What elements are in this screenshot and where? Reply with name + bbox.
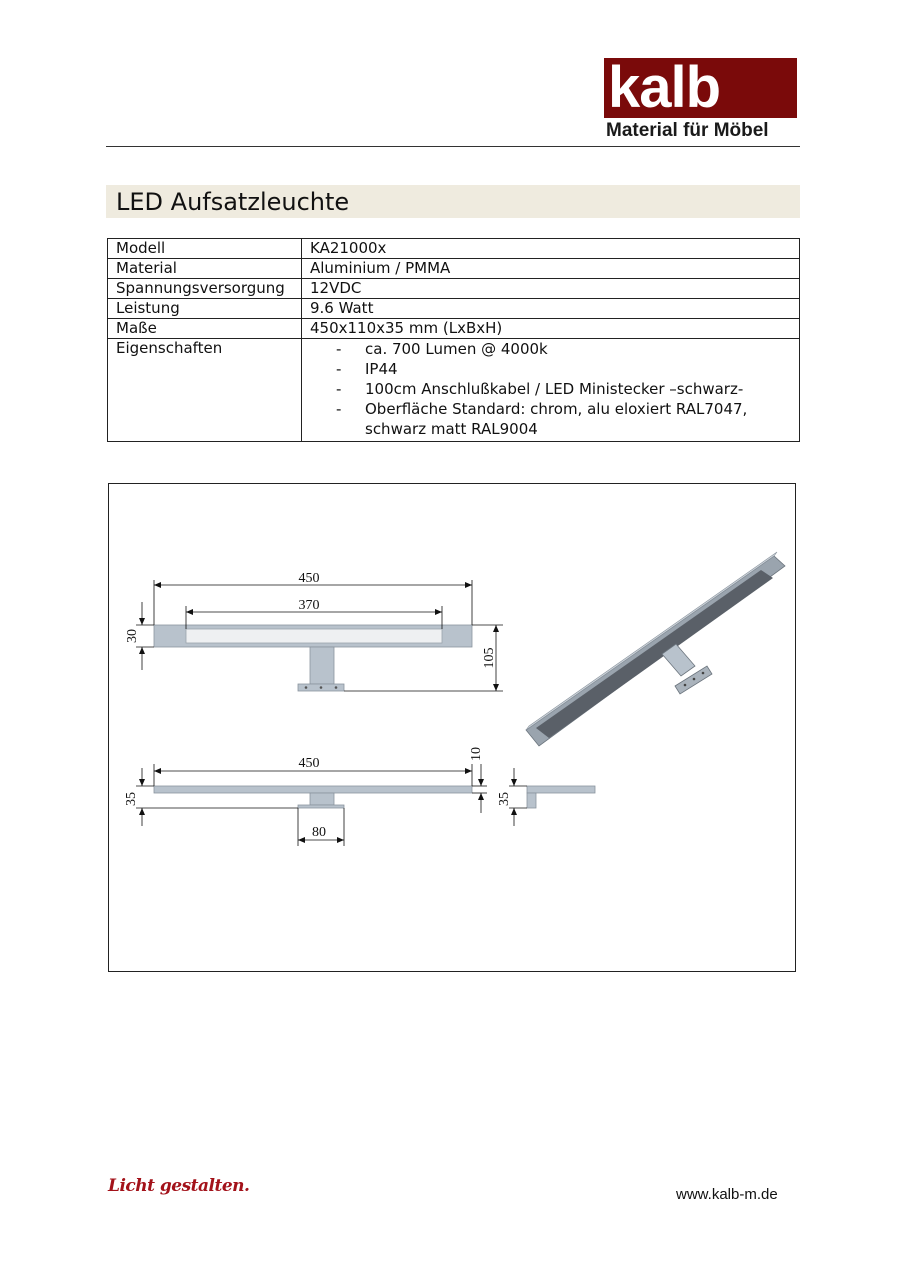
- drawing-svg: [109, 484, 797, 973]
- bullet-dash: -: [336, 340, 342, 358]
- property-text: Oberfläche Standard: chrom, alu eloxiert RAL7047,: [365, 400, 748, 418]
- table-row: [108, 279, 800, 299]
- spec-label: Eigenschaften: [108, 339, 302, 442]
- list-item: [310, 419, 791, 439]
- spec-label: Modell: [108, 239, 302, 259]
- spec-label: Spannungsversorgung: [108, 279, 302, 299]
- table-row: [108, 239, 800, 259]
- footer-website: www.kalb-m.de: [676, 1186, 778, 1203]
- list-item: [310, 359, 791, 379]
- mount-top: [310, 793, 334, 805]
- mount-arm: [310, 647, 334, 684]
- spec-label: Leistung: [108, 299, 302, 319]
- header-divider: [106, 146, 800, 147]
- table-row: [108, 339, 800, 442]
- dim-top-thickness-10: 10: [469, 747, 484, 761]
- dim-top-height-35: 35: [124, 792, 139, 806]
- spec-value: Aluminium / PMMA: [302, 259, 800, 279]
- list-item: [310, 339, 791, 359]
- spec-label: Maße: [108, 319, 302, 339]
- spec-value: [302, 339, 800, 442]
- dim-side-height-35: 35: [497, 792, 512, 806]
- bullet-dash: -: [336, 380, 342, 398]
- dim-depth-105: 105: [482, 647, 497, 669]
- light-diffuser: [186, 629, 442, 643]
- dim-length-450: 450: [298, 571, 320, 586]
- spec-table: [107, 238, 800, 442]
- technical-drawing: [108, 483, 796, 972]
- property-text: ca. 700 Lumen @ 4000k: [365, 340, 548, 358]
- spec-value: 450x110x35 mm (LxBxH): [302, 319, 800, 339]
- spec-value: 9.6 Watt: [302, 299, 800, 319]
- side-view: [527, 786, 595, 808]
- list-item: [310, 399, 791, 419]
- front-view: [154, 625, 472, 691]
- dim-top-length-450: 450: [298, 756, 320, 771]
- logo-text: kalb: [608, 58, 721, 118]
- list-item: [310, 379, 791, 399]
- slogan-script: Licht gestalten.: [108, 1176, 250, 1196]
- spec-value: 12VDC: [302, 279, 800, 299]
- bullet-dash: -: [336, 360, 342, 378]
- table-row: [108, 299, 800, 319]
- logo-subtitle: Material für Möbel: [606, 120, 769, 141]
- property-text: IP44: [365, 360, 398, 378]
- side-mount: [527, 793, 536, 808]
- page-title: LED Aufsatzleuchte: [116, 188, 350, 216]
- dim-height-30: 30: [125, 629, 140, 643]
- kalb-logo: [604, 58, 797, 118]
- properties-list: [310, 339, 791, 441]
- side-dimensions: [497, 768, 527, 826]
- bullet-dash: -: [336, 400, 342, 418]
- side-profile: [527, 786, 595, 793]
- property-text: schwarz matt RAL9004: [365, 420, 538, 438]
- spec-value: KA21000x: [302, 239, 800, 259]
- property-text: 100cm Anschlußkabel / LED Ministecker –schwarz-: [365, 380, 744, 398]
- top-view: [154, 786, 472, 808]
- isometric-view: [526, 552, 785, 746]
- spec-label: Material: [108, 259, 302, 279]
- light-bar-top: [154, 786, 472, 793]
- dim-mount-80: 80: [312, 825, 326, 840]
- dim-light-370: 370: [298, 598, 320, 613]
- table-row: [108, 319, 800, 339]
- title-band: [106, 185, 800, 218]
- top-dimensions: [124, 747, 487, 846]
- table-row: [108, 259, 800, 279]
- iso-diffuser: [536, 570, 773, 738]
